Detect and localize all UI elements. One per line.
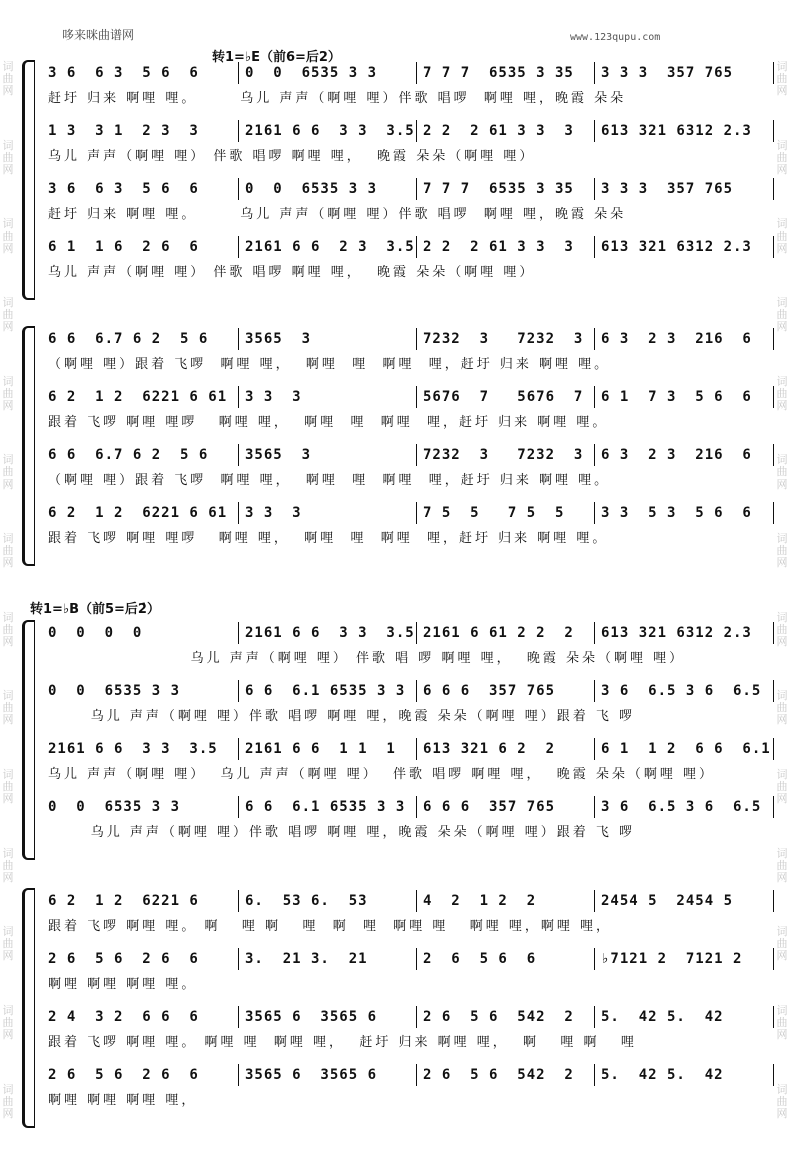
measure-row — [48, 500, 774, 526]
watermark-char: 曲 — [2, 937, 14, 951]
measure-row — [48, 620, 774, 646]
measure: 2161 6 6 3 3 3.5 — [238, 120, 416, 142]
watermark-char: 词 — [2, 1003, 14, 1017]
measure: 6 2 1 2 6221 6 — [48, 893, 199, 909]
watermark-group — [3, 848, 14, 884]
measure-row — [48, 946, 774, 972]
site-url: www.123qupu.com — [570, 32, 661, 43]
watermark-group — [777, 140, 788, 176]
score-system — [22, 60, 774, 300]
staff — [48, 620, 774, 678]
watermark-char: 曲 — [776, 1015, 788, 1029]
measure: 3 3 3 357 765 — [594, 62, 774, 84]
watermark-char: 曲 — [2, 858, 14, 872]
measure: 613 321 6312 2.3 — [594, 120, 774, 142]
measure: 7232 3 7232 3 — [416, 328, 594, 350]
watermark-char: 曲 — [776, 1094, 788, 1108]
staff — [48, 60, 774, 118]
staff — [48, 946, 774, 1004]
lyric-line: （啊哩 哩）跟着 飞啰 啊哩 哩， 啊哩 哩 啊哩 哩，赶圩 归来 啊哩 哩。 — [48, 357, 611, 372]
measure: 6 2 1 2 6221 6 61 — [48, 505, 228, 521]
watermark-char: 网 — [2, 634, 14, 648]
watermark-char: 网 — [2, 949, 14, 963]
measure-row — [48, 794, 774, 820]
watermark-char: 曲 — [776, 622, 788, 636]
watermark-char: 词 — [2, 453, 14, 467]
watermark-char: 网 — [776, 792, 788, 806]
end-barline — [773, 680, 774, 702]
measure-row — [48, 60, 774, 86]
watermark-char: 网 — [2, 398, 14, 412]
watermark-char: 网 — [2, 163, 14, 176]
measure: 6 1 1 2 6 6 6.1 — [594, 738, 774, 760]
lyric-line: 乌儿 声声（啊哩 哩） 伴歌 唱啰 啊哩 哩， 晚霞 朵朵（啊哩 哩） — [48, 149, 536, 164]
watermark-char: 网 — [776, 634, 788, 648]
watermark-char: 网 — [776, 1028, 788, 1042]
lyric-line: 啊哩 啊哩 啊哩 哩。 — [48, 977, 198, 992]
measure-row — [48, 888, 774, 914]
watermark-char: 曲 — [776, 701, 788, 715]
watermark-char: 网 — [776, 1106, 788, 1120]
staff — [48, 500, 774, 558]
watermark-char: 网 — [2, 556, 14, 570]
measure: 3 6 6.5 3 6 6.5 — [594, 796, 774, 818]
measure: 7 5 5 7 5 5 — [416, 502, 594, 524]
end-barline — [773, 62, 774, 84]
measure: 6 6 6.7 6 2 5 6 — [48, 447, 209, 463]
watermark-char: 网 — [776, 320, 788, 334]
key-change-2: 转1=♭B（前5=后2̇） — [30, 602, 160, 617]
watermark-char: 网 — [776, 398, 788, 412]
end-barline — [773, 738, 774, 760]
watermark-char: 曲 — [776, 544, 788, 558]
lyric-line: 乌儿 声声（啊哩 哩） 伴歌 唱 啰 啊哩 哩， 晚霞 朵朵（啊哩 哩） — [48, 651, 686, 666]
watermark-group — [777, 61, 788, 97]
staff — [48, 678, 774, 736]
measure-row — [48, 678, 774, 704]
watermark-group — [777, 769, 788, 805]
watermark-char: 词 — [2, 610, 14, 624]
measure: 5676 7 5676 7 — [416, 386, 594, 408]
key-change-1: 转1=♭E（前6=后2） — [212, 50, 341, 65]
measure: 6 6 6 357 765 — [416, 680, 594, 702]
measure: 7232 3 7232 3 — [416, 444, 594, 466]
measure: 2 6 5 6 542 2 — [416, 1064, 594, 1086]
watermark-char: 曲 — [776, 858, 788, 872]
watermark-group — [3, 376, 14, 412]
watermark-group — [3, 533, 14, 569]
measure: 2161 6 6 2 3 3.5 — [238, 236, 416, 258]
watermark-char: 词 — [776, 767, 788, 781]
measure: 6 1 7 3 5 6 6 — [594, 386, 774, 408]
measure: 3 3 3 — [238, 386, 416, 408]
watermark-char: 网 — [2, 792, 14, 806]
watermark-char: 网 — [776, 477, 788, 491]
measure: 2161 6 6 1 1 1 — [238, 738, 416, 760]
watermark-char: 网 — [776, 556, 788, 570]
watermark-char: 词 — [776, 296, 788, 310]
measure: 3565 3 — [238, 444, 416, 466]
measure: 0 0 0 0 — [48, 625, 143, 641]
system-line — [34, 620, 35, 860]
staff — [48, 118, 774, 176]
measure: 2 4 3 2 6 6 6 — [48, 1009, 199, 1025]
watermark-char: 词 — [776, 846, 788, 860]
measure: 4 2 1 2 2 — [416, 890, 594, 912]
watermark-char: 曲 — [2, 1094, 14, 1108]
measure: 7 7 7 6535 3 35 — [416, 62, 594, 84]
watermark-group — [777, 1005, 788, 1041]
measure: 613 321 6 2 2 — [416, 738, 594, 760]
watermark-char: 曲 — [776, 72, 788, 86]
watermark-char: 词 — [776, 689, 788, 703]
measure: 1 3 3 1 2 3 3 — [48, 123, 199, 139]
watermark-char: 词 — [776, 1003, 788, 1017]
watermark-group — [777, 218, 788, 254]
watermark-char: 网 — [2, 84, 14, 98]
watermark-char: 词 — [2, 138, 14, 152]
end-barline — [773, 386, 774, 408]
measure: 7 7 7 6535 3 35 — [416, 178, 594, 200]
watermark-char: 词 — [776, 925, 788, 939]
measure-row — [48, 1062, 774, 1088]
measure-row — [48, 326, 774, 352]
measure: 3 6 6.5 3 6 6.5 — [594, 680, 774, 702]
watermark-group — [777, 454, 788, 490]
watermark-char: 词 — [2, 1082, 14, 1096]
watermark-char: 曲 — [2, 780, 14, 794]
watermark-group — [777, 848, 788, 884]
end-barline — [773, 1006, 774, 1028]
watermark-group — [3, 218, 14, 254]
end-barline — [773, 890, 774, 912]
end-barline — [773, 178, 774, 200]
watermark-char: 曲 — [2, 72, 14, 86]
watermark-left — [1, 40, 15, 1141]
watermark-char: 曲 — [2, 1015, 14, 1029]
measure: 3565 3 — [238, 328, 416, 350]
end-barline — [773, 796, 774, 818]
staff — [48, 384, 774, 442]
watermark-group — [777, 297, 788, 333]
measure: ♭7121 2 7121 2 — [594, 948, 774, 970]
lyric-line: 乌儿 声声（啊哩 哩）伴歌 唱啰 啊哩 哩，晚霞 朵朵（啊哩 哩）跟着 飞 啰 — [48, 825, 635, 840]
measure: 5. 42 5. 42 — [594, 1006, 774, 1028]
watermark-char: 曲 — [776, 308, 788, 322]
watermark-char: 网 — [2, 1106, 14, 1120]
measure: 2454 5 2454 5 — [594, 890, 774, 912]
measure: 3 3 3 — [238, 502, 416, 524]
lyric-line: 赶圩 归来 啊哩 哩。 乌儿 声声（啊哩 哩）伴歌 唱啰 啊哩 哩，晚霞 朵朵 — [48, 207, 627, 222]
watermark-group — [3, 612, 14, 648]
watermark-char: 曲 — [2, 386, 14, 400]
watermark-char: 网 — [2, 713, 14, 727]
measure: 5. 42 5. 42 — [594, 1064, 774, 1086]
watermark-group — [3, 1084, 14, 1120]
measure: 2 6 5 6 542 2 — [416, 1006, 594, 1028]
watermark-char: 曲 — [776, 150, 788, 164]
measure: 6 3 2 3 216 6 — [594, 444, 774, 466]
lyric-line: 跟着 飞啰 啊哩 哩。 啊 哩 啊 哩 啊 哩 啊哩 哩 啊哩 哩，啊哩 哩， — [48, 919, 613, 934]
staff — [48, 888, 774, 946]
watermark-group — [3, 926, 14, 962]
watermark-char: 曲 — [776, 386, 788, 400]
watermark-group — [777, 690, 788, 726]
system-line — [34, 888, 35, 1128]
watermark-char: 曲 — [2, 229, 14, 243]
measure: 2 2 2 61 3 3 3 — [416, 236, 594, 258]
watermark-char: 词 — [2, 296, 14, 310]
watermark-group — [3, 297, 14, 333]
watermark-char: 词 — [2, 60, 14, 74]
measure: 6 6 6 357 765 — [416, 796, 594, 818]
watermark-right — [775, 40, 789, 1141]
measure-row — [48, 442, 774, 468]
watermark-char: 网 — [776, 163, 788, 176]
staff — [48, 736, 774, 794]
score-system — [22, 326, 774, 566]
watermark-char: 网 — [776, 84, 788, 98]
watermark-char: 曲 — [2, 465, 14, 479]
measure: 6. 53 6. 53 — [238, 890, 416, 912]
watermark-char: 网 — [776, 241, 788, 255]
watermark-char: 网 — [2, 870, 14, 884]
watermark-char: 网 — [2, 1028, 14, 1042]
watermark-char: 词 — [776, 60, 788, 74]
watermark-char: 网 — [2, 477, 14, 491]
watermark-char: 曲 — [776, 937, 788, 951]
end-barline — [773, 622, 774, 644]
measure: 6 6 6.1 6535 3 3 — [238, 796, 416, 818]
end-barline — [773, 328, 774, 350]
watermark-char: 词 — [2, 689, 14, 703]
measure: 3 6 6 3 5 6 6 — [48, 65, 199, 81]
watermark-char: 词 — [2, 532, 14, 546]
staff — [48, 1062, 774, 1120]
measure: 6 2 1 2 6221 6 61 — [48, 389, 228, 405]
watermark-char: 网 — [776, 870, 788, 884]
system-line — [34, 326, 35, 566]
watermark-char: 词 — [776, 217, 788, 231]
end-barline — [773, 120, 774, 142]
watermark-char: 曲 — [776, 780, 788, 794]
watermark-char: 曲 — [2, 308, 14, 322]
score-system — [22, 888, 774, 1128]
lyric-line: 乌儿 声声（啊哩 哩） 伴歌 唱啰 啊哩 哩， 晚霞 朵朵（啊哩 哩） — [48, 265, 536, 280]
lyric-line: 啊哩 啊哩 啊哩 哩， — [48, 1093, 198, 1108]
watermark-char: 词 — [2, 767, 14, 781]
watermark-char: 曲 — [2, 150, 14, 164]
end-barline — [773, 236, 774, 258]
measure: 0 0 6535 3 3 — [48, 683, 181, 699]
watermark-group — [777, 612, 788, 648]
staff — [48, 326, 774, 384]
measure: 3 3 3 357 765 — [594, 178, 774, 200]
end-barline — [773, 502, 774, 524]
watermark-char: 词 — [776, 1082, 788, 1096]
measure: 6 1 1 6 2 6 6 — [48, 239, 199, 255]
measure: 2161 6 61 2 2 2 — [416, 622, 594, 644]
measure-row — [48, 736, 774, 762]
measure: 613 321 6312 2.3 — [594, 622, 774, 644]
watermark-group — [3, 1005, 14, 1041]
measure: 2 6 5 6 6 — [416, 948, 594, 970]
watermark-char: 网 — [2, 320, 14, 334]
lyric-line: 赶圩 归来 啊哩 哩。 乌儿 声声（啊哩 哩）伴歌 唱啰 啊哩 哩，晚霞 朵朵 — [48, 91, 627, 106]
lyric-line: 乌儿 声声（啊哩 哩）伴歌 唱啰 啊哩 哩，晚霞 朵朵（啊哩 哩）跟着 飞 啰 — [48, 709, 635, 724]
lyric-line: 跟着 飞啰 啊哩 哩。 啊哩 哩 啊哩 哩， 赶圩 归来 啊哩 哩， 啊 哩 啊 哩 — [48, 1035, 637, 1050]
measure-row — [48, 1004, 774, 1030]
watermark-group — [777, 926, 788, 962]
watermark-char: 网 — [2, 241, 14, 255]
watermark-char: 词 — [776, 453, 788, 467]
site-name: 哆来咪曲谱网 — [62, 28, 135, 42]
watermark-group — [777, 1084, 788, 1120]
measure: 2161 6 6 3 3 3.5 — [238, 622, 416, 644]
watermark-group — [3, 769, 14, 805]
lyric-line: （啊哩 哩）跟着 飞啰 啊哩 哩， 啊哩 哩 啊哩 哩，赶圩 归来 啊哩 哩。 — [48, 473, 611, 488]
end-barline — [773, 444, 774, 466]
measure: 6 6 6.7 6 2 5 6 — [48, 331, 209, 347]
lyric-line: 跟着 飞啰 啊哩 哩啰 啊哩 哩， 啊哩 哩 啊哩 哩，赶圩 归来 啊哩 哩。 — [48, 415, 609, 430]
staff — [48, 442, 774, 500]
watermark-group — [777, 533, 788, 569]
lyric-line: 乌儿 声声（啊哩 哩） 乌儿 声声（啊哩 哩） 伴歌 唱啰 啊哩 哩， 晚霞 朵朵（啊哩 哩） — [48, 767, 715, 782]
measure: 2161 6 6 3 3 3.5 — [48, 741, 218, 757]
watermark-char: 曲 — [2, 544, 14, 558]
staff — [48, 1004, 774, 1062]
watermark-char: 曲 — [2, 622, 14, 636]
staff — [48, 234, 774, 292]
measure: 0 0 6535 3 3 — [48, 799, 181, 815]
measure: 3 6 6 3 5 6 6 — [48, 181, 199, 197]
watermark-char: 曲 — [776, 229, 788, 243]
measure: 3565 6 3565 6 — [238, 1006, 416, 1028]
measure: 6 3 2 3 216 6 — [594, 328, 774, 350]
measure: 2 6 5 6 2 6 6 — [48, 951, 199, 967]
end-barline — [773, 948, 774, 970]
staff — [48, 176, 774, 234]
watermark-char: 网 — [776, 713, 788, 727]
measure: 3 3 5 3 5 6 6 — [594, 502, 774, 524]
measure: 0 0 6535 3 3 — [238, 178, 416, 200]
watermark-group — [3, 454, 14, 490]
watermark-char: 词 — [2, 374, 14, 388]
watermark-char: 曲 — [2, 701, 14, 715]
measure-row — [48, 384, 774, 410]
staff — [48, 794, 774, 852]
watermark-char: 词 — [776, 138, 788, 152]
measure: 6 6 6.1 6535 3 3 — [238, 680, 416, 702]
end-barline — [773, 1064, 774, 1086]
watermark-char: 词 — [2, 846, 14, 860]
watermark-group — [3, 61, 14, 97]
measure-row — [48, 176, 774, 202]
measure: 3565 6 3565 6 — [238, 1064, 416, 1086]
watermark-group — [777, 376, 788, 412]
watermark-group — [3, 690, 14, 726]
system-line — [34, 60, 35, 300]
measure: 0 0 6535 3 3 — [238, 62, 416, 84]
watermark-char: 词 — [776, 610, 788, 624]
measure: 2 6 5 6 2 6 6 — [48, 1067, 199, 1083]
measure-row — [48, 234, 774, 260]
watermark-char: 网 — [776, 949, 788, 963]
lyric-line: 跟着 飞啰 啊哩 哩啰 啊哩 哩， 啊哩 哩 啊哩 哩，赶圩 归来 啊哩 哩。 — [48, 531, 609, 546]
measure-row — [48, 118, 774, 144]
measure: 2 2 2 61 3 3 3 — [416, 120, 594, 142]
measure: 613 321 6312 2.3 — [594, 236, 774, 258]
watermark-char: 词 — [776, 374, 788, 388]
watermark-group — [3, 140, 14, 176]
watermark-char: 曲 — [776, 465, 788, 479]
watermark-char: 词 — [2, 925, 14, 939]
watermark-char: 词 — [776, 532, 788, 546]
measure: 3. 21 3. 21 — [238, 948, 416, 970]
watermark-char: 词 — [2, 217, 14, 231]
score-system — [22, 620, 774, 860]
